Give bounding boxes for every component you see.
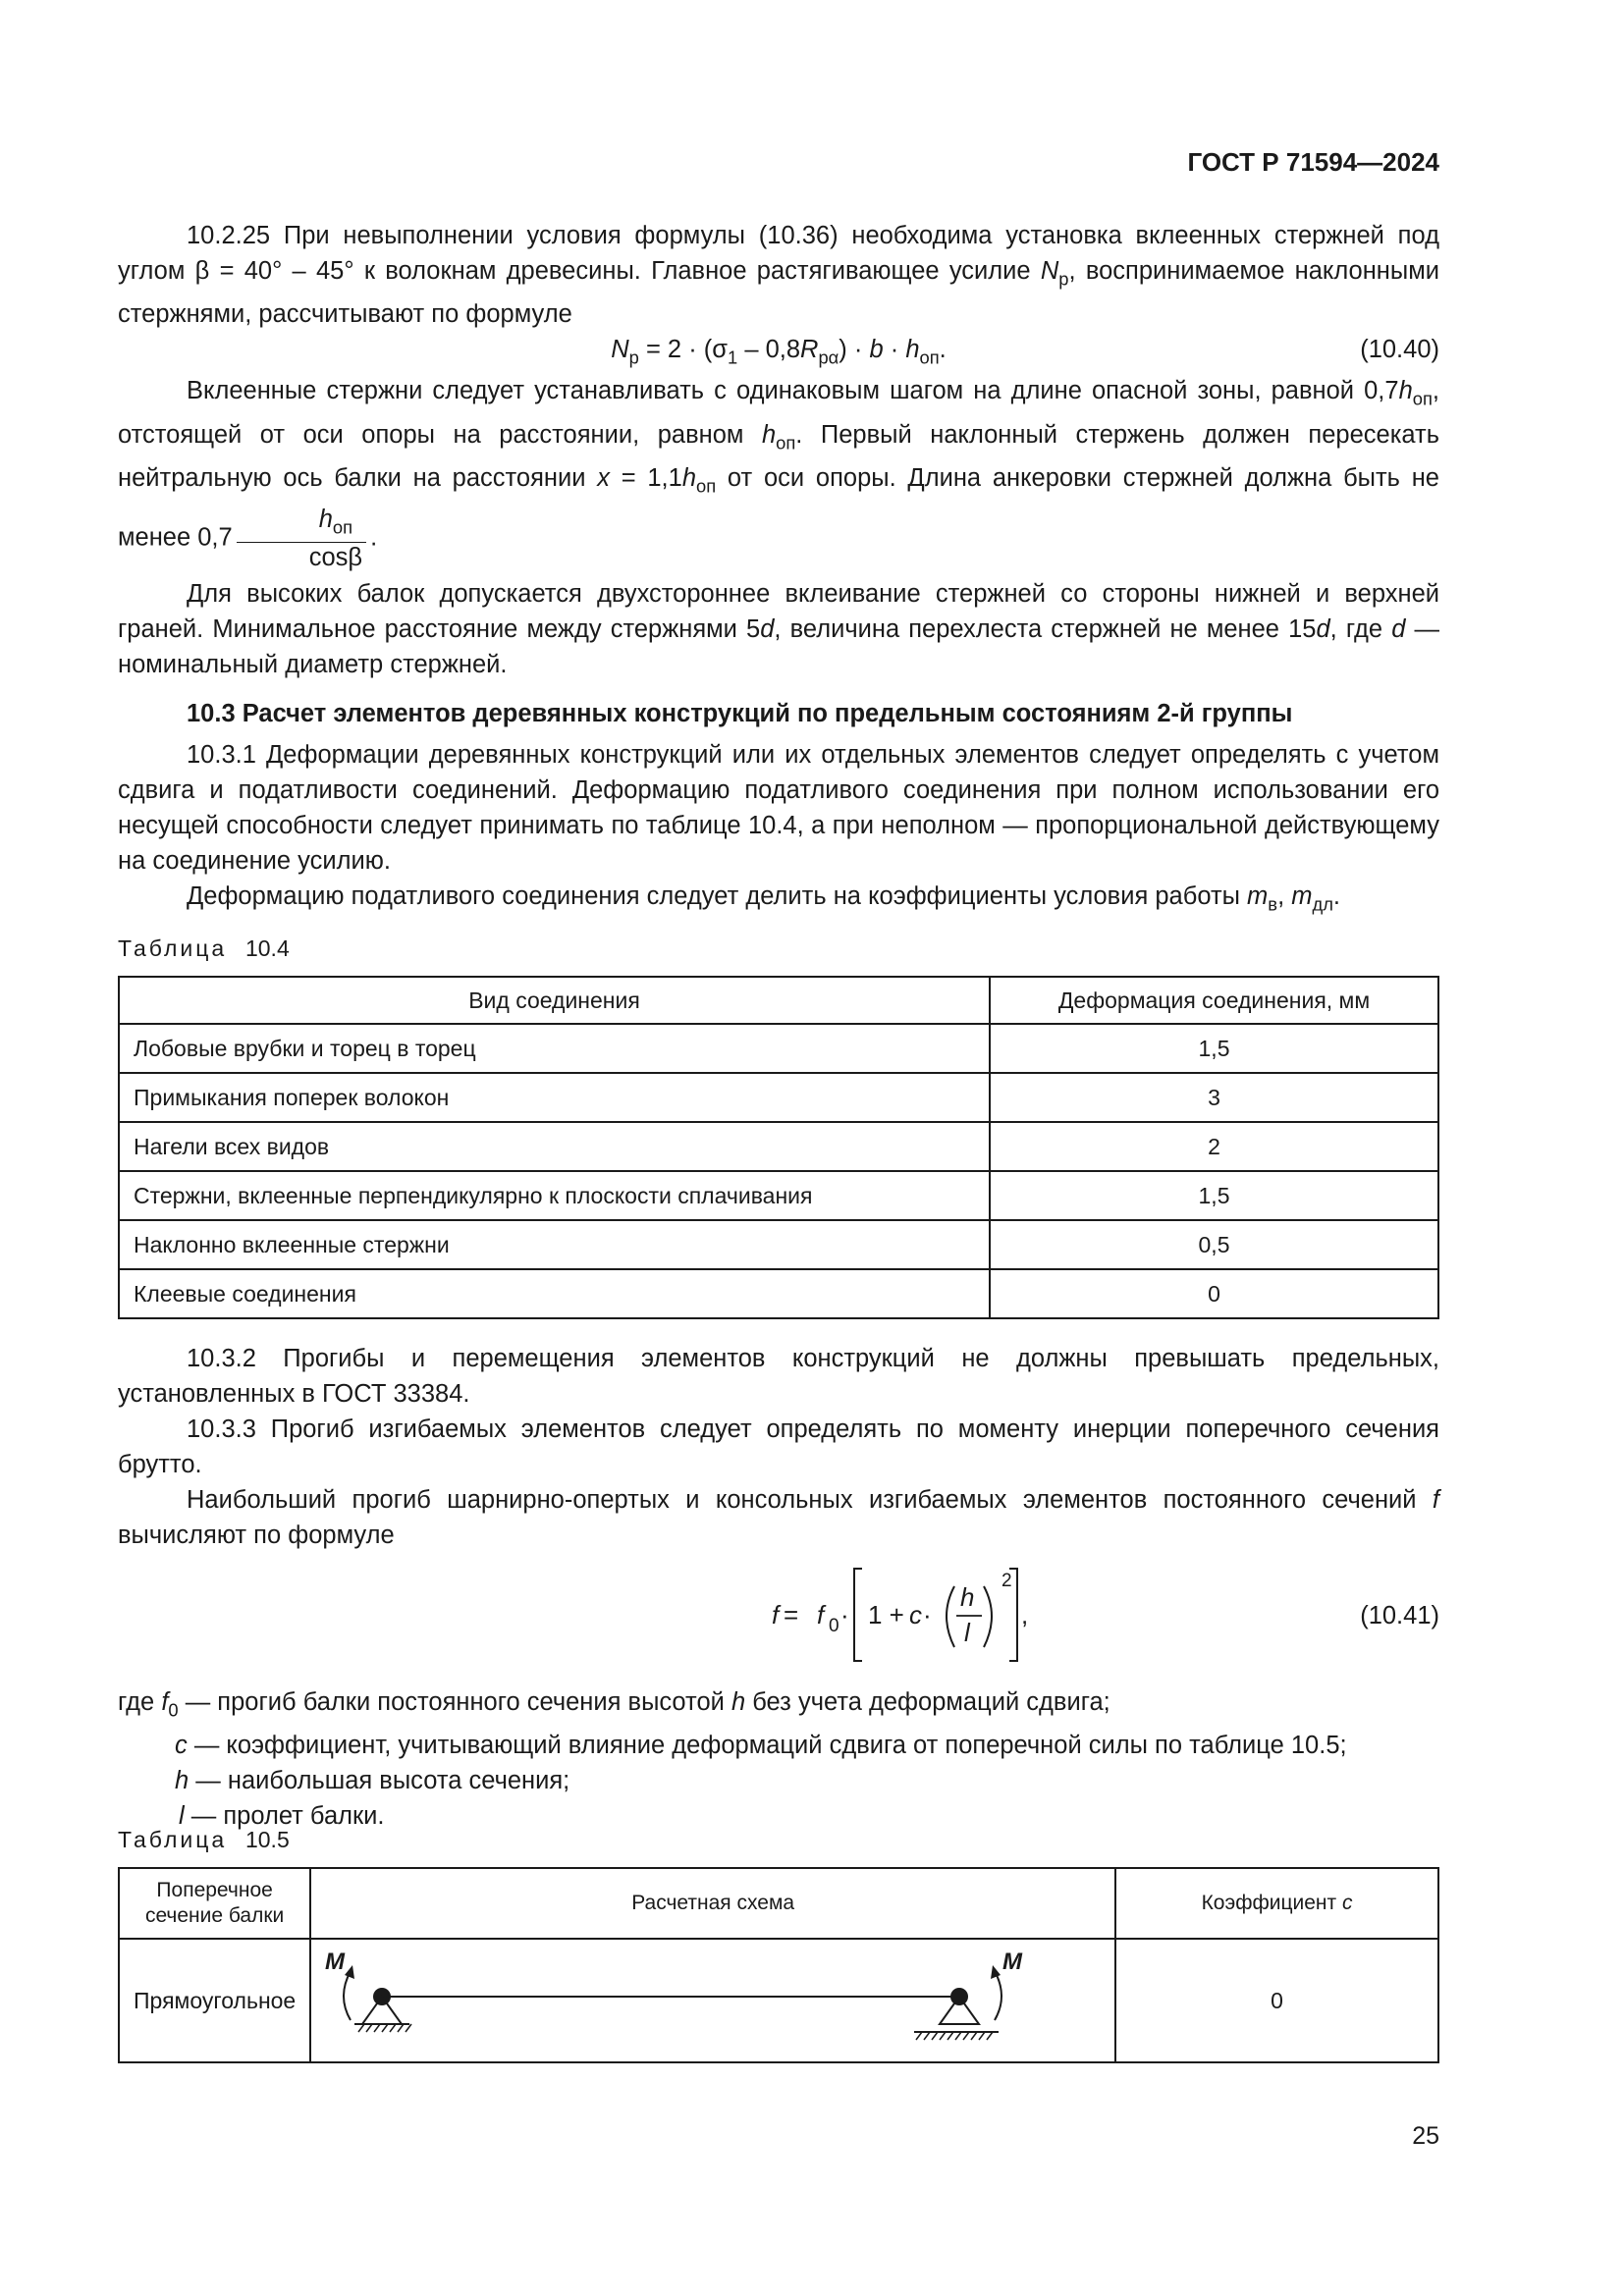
formula-power: 2 xyxy=(1001,1571,1012,1591)
formula-c: c xyxy=(909,1600,922,1629)
paragraph-high-beams: Для высоких балок допускается двухстороннее вклеивание стержней со стороны нижней и верхней граней. Минимальное расстояние между стержнями 5d, величина перехлеста стержней не менее 15d, где d — номинальный диаметр стержней. xyxy=(118,580,1439,679)
paragraph-10-3-3: 10.3.3 Прогиб изгибаемых элементов следует определять по моменту инерции поперечного сечения брутто. xyxy=(118,1415,1439,1478)
table-10-4 xyxy=(118,976,1439,1319)
right-moment-arc xyxy=(995,1971,1001,2020)
where-l: l — пролет балки. xyxy=(179,1802,385,1831)
left-moment-arc xyxy=(344,1971,351,2020)
left-moment-arrow xyxy=(345,1965,354,1979)
where-f0: где $f_0$ — прогиб балки постоянного сечения высотой h без учета деформаций сдвига; xyxy=(118,1688,1110,1721)
right-hatching xyxy=(916,2032,993,2040)
right-moment-label: M xyxy=(1002,1949,1023,1975)
formula-10-41-graphic xyxy=(648,1559,1080,1669)
formula-comma: , xyxy=(1021,1600,1029,1629)
table-10-5-block xyxy=(118,1814,1439,2063)
paragraph-rods: Вклеенные стержни следует устанавливать с одинаковым шагом на длине опасной зоны, равной $0,7h_{оп}$, отстоящей от оси опоры на расстоянии, равном $h_{оп}$. Первый наклонный стержень должен пересекать нейтральную ось балки на расстоянии $x = 1,1h_{оп}$ от оси опоры. Длина анкеровки стержней должна быть не менее 0,7 $\frac{h_{оп}}{\cos\beta}$ . xyxy=(118,377,1439,572)
formula-h: h xyxy=(960,1582,975,1612)
table-row xyxy=(119,1122,1438,1171)
table-row xyxy=(119,1024,1438,1073)
table-cell: 3 xyxy=(990,1073,1438,1122)
table-cell: 2 xyxy=(990,1122,1438,1171)
beam-schema xyxy=(311,1940,1087,2061)
table-row xyxy=(119,1171,1438,1220)
table-cell: 0,5 xyxy=(990,1220,1438,1269)
paragraph-10-3-2: 10.3.2 Прогибы и перемещения элементов конструкций не должны превышать предельных, установленных в ГОСТ 33384. xyxy=(118,1345,1439,1408)
where-block xyxy=(118,1684,1439,1834)
paragraph-divide: Деформацию податливого соединения следует делить на коэффициенты условия работы $m_в$, $m_{дл}$. xyxy=(187,882,1341,915)
formula-number: (10.40) xyxy=(1360,336,1439,364)
formula-number: (10.41) xyxy=(1360,1602,1439,1629)
table-header: Вид соединения xyxy=(119,977,990,1024)
left-bracket xyxy=(854,1569,862,1661)
table-row xyxy=(119,1073,1438,1122)
where-c: c — коэффициент, учитывающий влияние деформаций сдвига от поперечной силы по таблице 10.5; xyxy=(175,1732,1347,1760)
left-moment-label: M xyxy=(325,1949,346,1975)
formula-f: f xyxy=(772,1600,780,1629)
table-row xyxy=(119,1269,1438,1318)
section-heading-10-3: 10.3 Расчет элементов деревянных конструкций по предельным состояниям 2-й группы xyxy=(187,700,1293,728)
table-caption: Таблица 10.5 xyxy=(118,1827,290,1852)
fraction-h-cos: $\frac{h_{оп}}{\cos\beta}$ xyxy=(237,505,366,572)
page-number: 25 xyxy=(1412,2122,1439,2150)
formula-10-40: $N_р = 2 \cdot (\sigma_1 - 0,8R_{р\alpha}) \cdot b \cdot h_{оп}$. (10.40) xyxy=(118,332,1439,371)
formula-l: l xyxy=(964,1618,970,1647)
table-cell: 0 xyxy=(990,1269,1438,1318)
table-caption: Таблица 10.4 xyxy=(118,935,290,961)
paragraph-max-deflection: Наибольший прогиб шарнирно-опертых и консольных изгибаемых элементов постоянного сечений f вычисляют по формуле xyxy=(118,1486,1439,1549)
table-header: Поперечное сечение балки xyxy=(119,1868,310,1939)
left-hatching xyxy=(358,2024,411,2032)
formula-dot: · xyxy=(840,1600,849,1629)
table-header: Коэффициент c xyxy=(1115,1868,1438,1939)
right-moment-arrow xyxy=(991,1965,1001,1979)
right-paren xyxy=(984,1586,992,1647)
paragraph-10-3-1: 10.3.1 Деформации деревянных конструкций или их отдельных элементов следует определять с учетом сдвига и податливости соединений. Деформацию податливого соединения при полном использовании его несущей способности следует принимать по таблице 10.4, а при неполном — пропорциональной действующему на соединение усилию. xyxy=(118,741,1439,876)
table-10-4-block xyxy=(118,923,1439,1319)
table-row xyxy=(119,1220,1438,1269)
table-cell: 0 xyxy=(1115,1939,1438,2062)
formula-f0: f xyxy=(817,1600,825,1629)
formula-10-41 xyxy=(118,1559,1439,1669)
standard-header: ГОСТ Р 71594—2024 xyxy=(1187,147,1439,177)
formula-eq: = xyxy=(784,1600,799,1629)
table-cell: Прямоугольное xyxy=(119,1939,310,2062)
formula-f0-sub: 0 xyxy=(829,1616,839,1636)
table-header-row xyxy=(119,977,1438,1024)
paragraph-10-2-25: 10.2.25 При невыполнении условия формулы (10.36) необходима установка вклеенных стержней под углом β = 40° – 45° к волокнам древесины. Главное растягивающее усилие $N_р$, воспринимаемое наклонными стержнями, рассчитывают по формуле xyxy=(118,222,1439,329)
table-cell: Наклонно вклеенные стержни xyxy=(119,1220,990,1269)
table-cell: Нагели всех видов xyxy=(119,1122,990,1171)
table-cell: Лобовые врубки и торец в торец xyxy=(119,1024,990,1073)
table-cell: Клеевые соединения xyxy=(119,1269,990,1318)
text-block-top xyxy=(118,218,1439,923)
table-cell: Стержни, вклеенные перпендикулярно к плоскости сплачивания xyxy=(119,1171,990,1220)
formula-one-plus: 1 + xyxy=(868,1600,904,1629)
table-header: Расчетная схема xyxy=(310,1868,1115,1939)
table-cell: 1,5 xyxy=(990,1171,1438,1220)
where-h: h — наибольшая высота сечения; xyxy=(175,1767,570,1795)
schema-cell xyxy=(310,1939,1115,2062)
table-cell: 1,5 xyxy=(990,1024,1438,1073)
table-cell: Примыкания поперек волокон xyxy=(119,1073,990,1122)
table-header: Деформация соединения, мм xyxy=(990,977,1438,1024)
table-header-row xyxy=(119,1868,1438,1939)
table-row xyxy=(119,1939,1438,2062)
text-block-bottom xyxy=(118,1341,1439,1834)
formula-dot2: · xyxy=(923,1600,932,1629)
left-paren xyxy=(947,1586,954,1647)
table-10-5 xyxy=(118,1867,1439,2063)
